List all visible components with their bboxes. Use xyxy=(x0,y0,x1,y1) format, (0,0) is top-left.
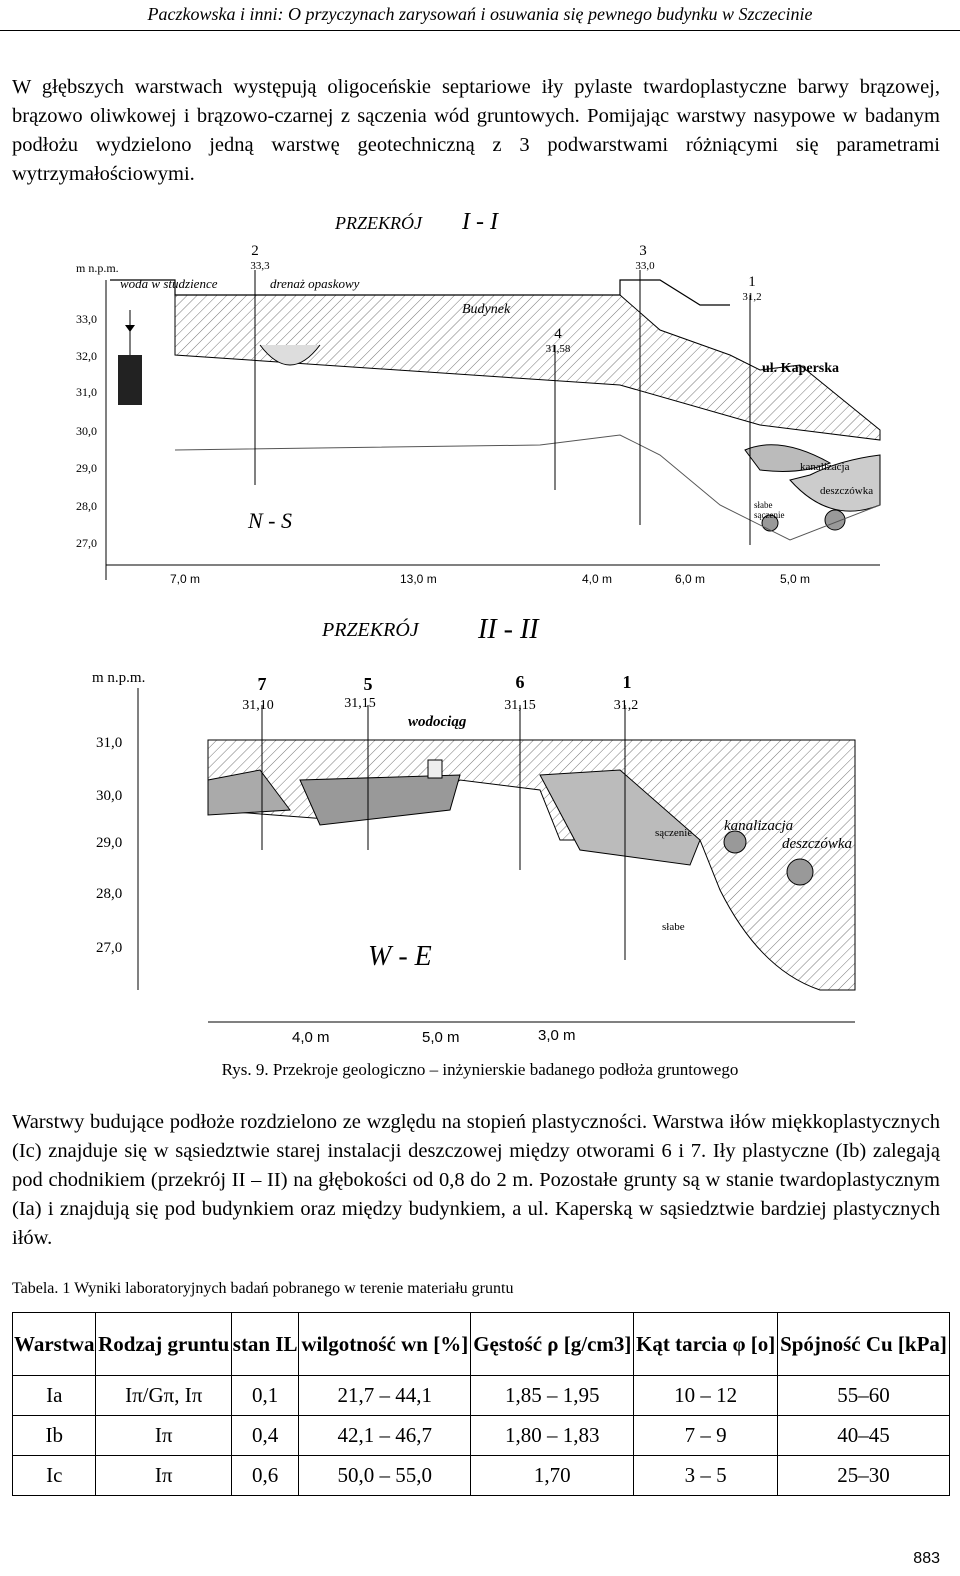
borehole-elev: 33,3 xyxy=(250,260,270,272)
cross-section-2 xyxy=(0,610,960,1050)
section2-unit: m n.p.m. xyxy=(92,670,146,686)
label-direction: N - S xyxy=(248,508,292,533)
label-deszczowka: deszczówka xyxy=(820,485,874,497)
table-cell: 1,80 – 1,83 xyxy=(471,1416,634,1456)
label-saczenie: sączenie xyxy=(655,827,693,839)
label-slabe: słabe xyxy=(662,921,685,933)
label-direction: W - E xyxy=(368,941,432,972)
table-cell: 0,6 xyxy=(231,1456,298,1496)
section1-unit: m n.p.m. xyxy=(76,261,119,275)
borehole-elev: 31,58 xyxy=(545,343,571,355)
table-cell: 10 – 12 xyxy=(634,1376,778,1416)
table-caption: Tabela. 1 Wyniki laboratoryjnych badań pobranego w terenie materiału gruntu xyxy=(12,1280,514,1297)
distance-label: 5,0 m xyxy=(422,1029,460,1046)
label-slabe: słabe xyxy=(754,500,773,510)
section1-axis-ticks xyxy=(76,312,97,550)
distance-label: 6,0 m xyxy=(675,572,706,586)
section2-title: PRZEKRÓJ xyxy=(322,619,419,641)
label-drenaz: drenaż opaskowy xyxy=(270,276,360,291)
table-cell: Ia xyxy=(13,1376,96,1416)
table-cell: Iπ/Gπ, Iπ xyxy=(96,1376,231,1416)
section1-title: PRZEKRÓJ xyxy=(335,213,422,233)
section1-distances xyxy=(106,565,880,586)
distance-label: 3,0 m xyxy=(538,1027,576,1044)
section2-axis-ticks xyxy=(96,735,122,956)
table-cell: 55–60 xyxy=(778,1376,950,1416)
table-cell: 50,0 – 55,0 xyxy=(299,1456,471,1496)
label-wodociag: wodociąg xyxy=(408,714,467,730)
running-header: Paczkowska i inni: O przyczynach zarysowań i osuwania się pewnego budynku w Szczecinie xyxy=(147,4,813,24)
table-cell: Iπ xyxy=(96,1456,231,1496)
section1-number: I - I xyxy=(462,209,498,235)
header-cell: wilgotność wn [%] xyxy=(299,1313,471,1376)
paragraph-layers: Warstwy budujące podłoże rozdzielono ze względu na stopień plastyczności. Warstwa iłów miękkoplastycznych (Ic) znajduje się w sąsiedztwie starej instalacji deszczowej między otworami 6 i 7. Iły plastyczne (Ib) zalegają pod chodnikiem (przekrój II – II) na głębokości od 0,8 do 2 m. Pozostałe grunty są w stanie twardoplastycznym (Ia) i znajdują się pod budynkiem oraz między budynkiem, a ul. Kaperską w sąsiedztwie bardziej plastycznych iłów. xyxy=(12,1111,940,1249)
pipe-wodociag-icon xyxy=(428,760,442,778)
label-street: ul. Kaperska xyxy=(762,361,840,376)
borehole-id: 2 xyxy=(251,243,259,259)
distance-label: 13,0 m xyxy=(400,572,437,586)
borehole-elev: 31,2 xyxy=(742,291,762,303)
header-cell: Spójność Cu [kPa] xyxy=(778,1313,950,1376)
borehole-id: 6 xyxy=(515,672,525,692)
tick: 30,0 xyxy=(96,788,123,804)
borehole-id: 1 xyxy=(622,672,632,692)
label-budynek: Budynek xyxy=(462,302,511,317)
label-woda: woda w studzience xyxy=(120,276,218,291)
header-rule xyxy=(0,30,960,31)
tick: 27,0 xyxy=(96,940,123,956)
tick: 31,0 xyxy=(96,735,123,751)
tick: 27,0 xyxy=(76,536,97,550)
table-row xyxy=(13,1456,950,1496)
header-cell: Rodzaj gruntu xyxy=(96,1313,231,1376)
header-cell: Gęstość ρ [g/cm3] xyxy=(471,1313,634,1376)
borehole-id: 4 xyxy=(554,326,562,342)
section2-number: II - II xyxy=(478,614,539,645)
cross-section-1 xyxy=(0,205,960,590)
distance-label: 7,0 m xyxy=(170,572,201,586)
pipe-deszczowka-icon xyxy=(787,859,813,885)
table-cell: 1,85 – 1,95 xyxy=(471,1376,634,1416)
header-cell: Kąt tarcia φ [o] xyxy=(634,1313,778,1376)
water-level-icon xyxy=(125,325,135,332)
table-row xyxy=(13,1376,950,1416)
results-table xyxy=(12,1312,950,1496)
borehole-id: 5 xyxy=(363,674,373,694)
table-header-row xyxy=(13,1313,950,1376)
borehole-elev: 31,15 xyxy=(344,696,376,711)
table-cell: 42,1 – 46,7 xyxy=(299,1416,471,1456)
section2-borehole-labels xyxy=(242,672,638,713)
label-deszczowka: deszczówka xyxy=(782,836,852,852)
borehole-elev: 33,0 xyxy=(635,260,655,272)
label-kanalizacja: kanalizacja xyxy=(724,818,794,834)
table-cell: Iπ xyxy=(96,1416,231,1456)
borehole-id: 1 xyxy=(748,274,756,290)
tick: 33,0 xyxy=(76,312,97,326)
table-cell: Ib xyxy=(13,1416,96,1456)
table-cell: 21,7 – 44,1 xyxy=(299,1376,471,1416)
borehole-id: 7 xyxy=(257,674,267,694)
table-cell: 1,70 xyxy=(471,1456,634,1496)
layer-ic-lens xyxy=(300,775,460,825)
figure-caption: Rys. 9. Przekroje geologiczno – inżynierskie badanego podłoża gruntowego xyxy=(221,1060,739,1079)
table-cell: 0,4 xyxy=(231,1416,298,1456)
table-cell: Ic xyxy=(13,1456,96,1496)
tick: 29,0 xyxy=(76,461,97,475)
table-cell: 0,1 xyxy=(231,1376,298,1416)
fill-layer xyxy=(208,740,855,990)
table-cell: 40–45 xyxy=(778,1416,950,1456)
tick: 30,0 xyxy=(76,424,97,438)
header-cell: Warstwa xyxy=(13,1313,96,1376)
section2-distances xyxy=(208,1022,855,1046)
well-icon xyxy=(118,355,142,405)
page-number: 883 xyxy=(913,1550,940,1567)
pipe-kanalizacja-icon xyxy=(724,831,746,853)
borehole-elev: 31,2 xyxy=(613,698,639,713)
label-saczenie: sączenie xyxy=(754,510,785,520)
borehole-elev: 31,10 xyxy=(242,698,274,713)
paragraph-intro: W głębszych warstwach występują oligoceńskie septariowe iły pylaste twardoplastyczne barwy brązowej, brązowo oliwkowej i brązowo-czarnej z sączenia wód gruntowych. Pomijając warstwy nasypowe w badanym podłożu wydzielono jedną warstwę geotechniczną z 3 podwarstwami różniącymi się parametrami wytrzymałościowymi. xyxy=(12,76,940,185)
distance-label: 5,0 m xyxy=(780,572,811,586)
tick: 31,0 xyxy=(76,385,97,399)
tick: 29,0 xyxy=(96,835,123,851)
table-cell: 3 – 5 xyxy=(634,1456,778,1496)
table-cell: 7 – 9 xyxy=(634,1416,778,1456)
tick: 28,0 xyxy=(76,499,97,513)
label-kanalizacja: kanalizacja xyxy=(800,461,850,473)
distance-label: 4,0 m xyxy=(292,1029,330,1046)
borehole-elev: 31,15 xyxy=(504,698,536,713)
table-cell: 25–30 xyxy=(778,1456,950,1496)
distance-label: 4,0 m xyxy=(582,572,613,586)
tick: 32,0 xyxy=(76,349,97,363)
tick: 28,0 xyxy=(96,886,123,902)
table-row xyxy=(13,1416,950,1456)
borehole-id: 3 xyxy=(639,243,647,259)
header-cell: stan IL xyxy=(231,1313,298,1376)
